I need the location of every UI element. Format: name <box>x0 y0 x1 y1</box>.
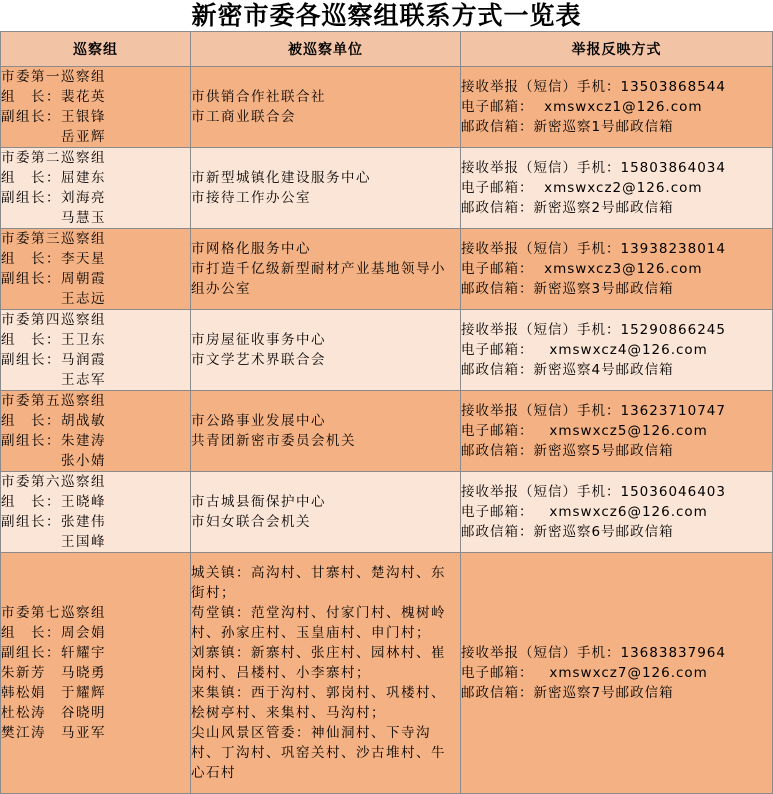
group-line: 组 长：王卫东 <box>1 332 106 348</box>
contact-line: 接收举报（短信）手机：13503868544 <box>461 79 726 95</box>
group-line: 张小婧 <box>1 453 106 469</box>
header-group: 巡察组 <box>1 32 191 67</box>
group-line: 组 长：周会娟 <box>1 625 106 641</box>
group-line: 王志军 <box>1 372 106 388</box>
contact-line: 邮政信箱：新密巡察6号邮政信箱 <box>461 524 674 540</box>
group-line: 杜松涛 谷晓明 <box>1 705 106 721</box>
header-contact: 举报反映方式 <box>461 32 773 67</box>
contact-line: 接收举报（短信）手机：13683837964 <box>461 645 726 661</box>
group-line: 市委第七巡察组 <box>1 605 106 621</box>
group-line: 朱新芳 马晓勇 <box>1 665 106 681</box>
units-line: 市公路事业发展中心 <box>191 413 326 429</box>
table-row <box>1 472 773 553</box>
group-line: 市委第五巡察组 <box>1 393 106 409</box>
group-cell <box>1 472 191 553</box>
table-row <box>1 229 773 310</box>
group-line: 市委第二巡察组 <box>1 150 106 166</box>
units-line: 市接待工作办公室 <box>191 190 311 206</box>
contact-line: 接收举报（短信）手机：15290866245 <box>461 322 726 338</box>
contact-cell <box>461 391 773 472</box>
units-cell <box>191 229 461 310</box>
group-line: 副组长：朱建涛 <box>1 433 106 449</box>
group-line: 岳亚辉 <box>1 129 106 145</box>
group-line: 市委第三巡察组 <box>1 231 106 247</box>
contact-line: 电子邮箱： xmswxcz4@126.com <box>461 342 708 358</box>
contact-line: 电子邮箱： xmswxcz1@126.com <box>461 99 703 115</box>
group-line: 王国峰 <box>1 534 106 550</box>
group-line: 副组长：刘海亮 <box>1 190 106 206</box>
contact-line: 邮政信箱：新密巡察5号邮政信箱 <box>461 443 674 459</box>
units-line: 市古城县衙保护中心 <box>191 494 326 510</box>
group-line: 组 长：裴花英 <box>1 89 106 105</box>
contact-line: 邮政信箱：新密巡察7号邮政信箱 <box>461 685 674 701</box>
contact-cell <box>461 472 773 553</box>
units-line: 城关镇：高沟村、甘寨村、楚沟村、东街村； <box>191 565 446 601</box>
group-line: 副组长：王银锋 <box>1 109 106 125</box>
contact-line: 邮政信箱：新密巡察4号邮政信箱 <box>461 362 674 378</box>
contact-cell <box>461 229 773 310</box>
units-cell <box>191 148 461 229</box>
page-title: 新密市委各巡察组联系方式一览表 <box>191 1 582 30</box>
contact-line: 邮政信箱：新密巡察3号邮政信箱 <box>461 281 674 297</box>
group-line: 组 长：李天星 <box>1 251 106 267</box>
table-row <box>1 67 773 148</box>
units-line: 苟堂镇：范堂沟村、付家门村、槐树岭村、孙家庄村、玉皇庙村、申门村； <box>191 605 446 641</box>
units-line: 市供销合作社联合社 <box>191 89 326 105</box>
contact-line: 电子邮箱： xmswxcz6@126.com <box>461 504 708 520</box>
contact-line: 电子邮箱： xmswxcz3@126.com <box>461 261 703 277</box>
units-line: 市新型城镇化建设服务中心 <box>191 170 371 186</box>
units-line: 刘寨镇：新寨村、张庄村、园林村、崔岗村、吕楼村、小李寨村； <box>191 645 446 681</box>
table-header-row <box>1 32 773 67</box>
group-line: 马慧玉 <box>1 210 106 226</box>
units-line: 市文学艺术界联合会 <box>191 352 326 368</box>
units-line: 共青团新密市委员会机关 <box>191 433 356 449</box>
group-cell <box>1 229 191 310</box>
units-line: 市房屋征收事务中心 <box>191 332 326 348</box>
units-cell <box>191 472 461 553</box>
units-cell <box>191 67 461 148</box>
contact-line: 接收举报（短信）手机：15803864034 <box>461 160 726 176</box>
contact-cell <box>461 553 773 794</box>
contact-cell <box>461 67 773 148</box>
units-line: 市妇女联合会机关 <box>191 514 311 530</box>
group-line: 樊江涛 马亚军 <box>1 725 106 741</box>
units-line: 市网格化服务中心 <box>191 241 311 257</box>
table-row <box>1 553 773 794</box>
units-line: 市打造千亿级新型耐材产业基地领导小组办公室 <box>191 261 446 297</box>
group-cell <box>1 310 191 391</box>
contact-line: 电子邮箱： xmswxcz7@126.com <box>461 665 708 681</box>
group-line: 副组长：周朝霞 <box>1 271 106 287</box>
table-body <box>1 67 773 794</box>
group-line: 副组长：张建伟 <box>1 514 106 530</box>
contact-line: 邮政信箱：新密巡察2号邮政信箱 <box>461 200 674 216</box>
units-cell <box>191 553 461 794</box>
contact-cell <box>461 310 773 391</box>
table-row <box>1 391 773 472</box>
units-line: 市工商业联合会 <box>191 109 296 125</box>
group-line: 市委第一巡察组 <box>1 69 106 85</box>
contact-line: 接收举报（短信）手机：15036046403 <box>461 484 726 500</box>
contact-line: 接收举报（短信）手机：13938238014 <box>461 241 726 257</box>
group-line: 组 长：胡战敏 <box>1 413 106 429</box>
inspection-contact-table <box>0 31 773 794</box>
units-line: 尖山风景区管委：神仙洞村、下寺沟村、丁沟村、巩窑关村、沙古堆村、牛心石村 <box>191 725 446 781</box>
contact-line: 电子邮箱： xmswxcz5@126.com <box>461 423 708 439</box>
group-cell <box>1 553 191 794</box>
units-cell <box>191 310 461 391</box>
contact-line: 邮政信箱：新密巡察1号邮政信箱 <box>461 119 674 135</box>
units-line: 来集镇：西于沟村、郭岗村、巩楼村、桧树亭村、来集村、马沟村； <box>191 685 446 721</box>
group-cell <box>1 391 191 472</box>
group-line: 市委第六巡察组 <box>1 474 106 490</box>
table-row <box>1 148 773 229</box>
group-line: 组 长：王晓峰 <box>1 494 106 510</box>
table-row <box>1 310 773 391</box>
group-cell <box>1 148 191 229</box>
header-units: 被巡察单位 <box>191 32 461 67</box>
group-line: 副组长：轩耀宇 <box>1 645 106 661</box>
group-line: 副组长：马润霞 <box>1 352 106 368</box>
contact-line: 电子邮箱： xmswxcz2@126.com <box>461 180 703 196</box>
units-cell <box>191 391 461 472</box>
group-line: 王志远 <box>1 291 106 307</box>
group-line: 韩松娟 于耀辉 <box>1 685 106 701</box>
group-line: 市委第四巡察组 <box>1 312 106 328</box>
contact-line: 接收举报（短信）手机：13623710747 <box>461 403 726 419</box>
contact-cell <box>461 148 773 229</box>
group-line: 组 长：屈建东 <box>1 170 106 186</box>
group-cell <box>1 67 191 148</box>
